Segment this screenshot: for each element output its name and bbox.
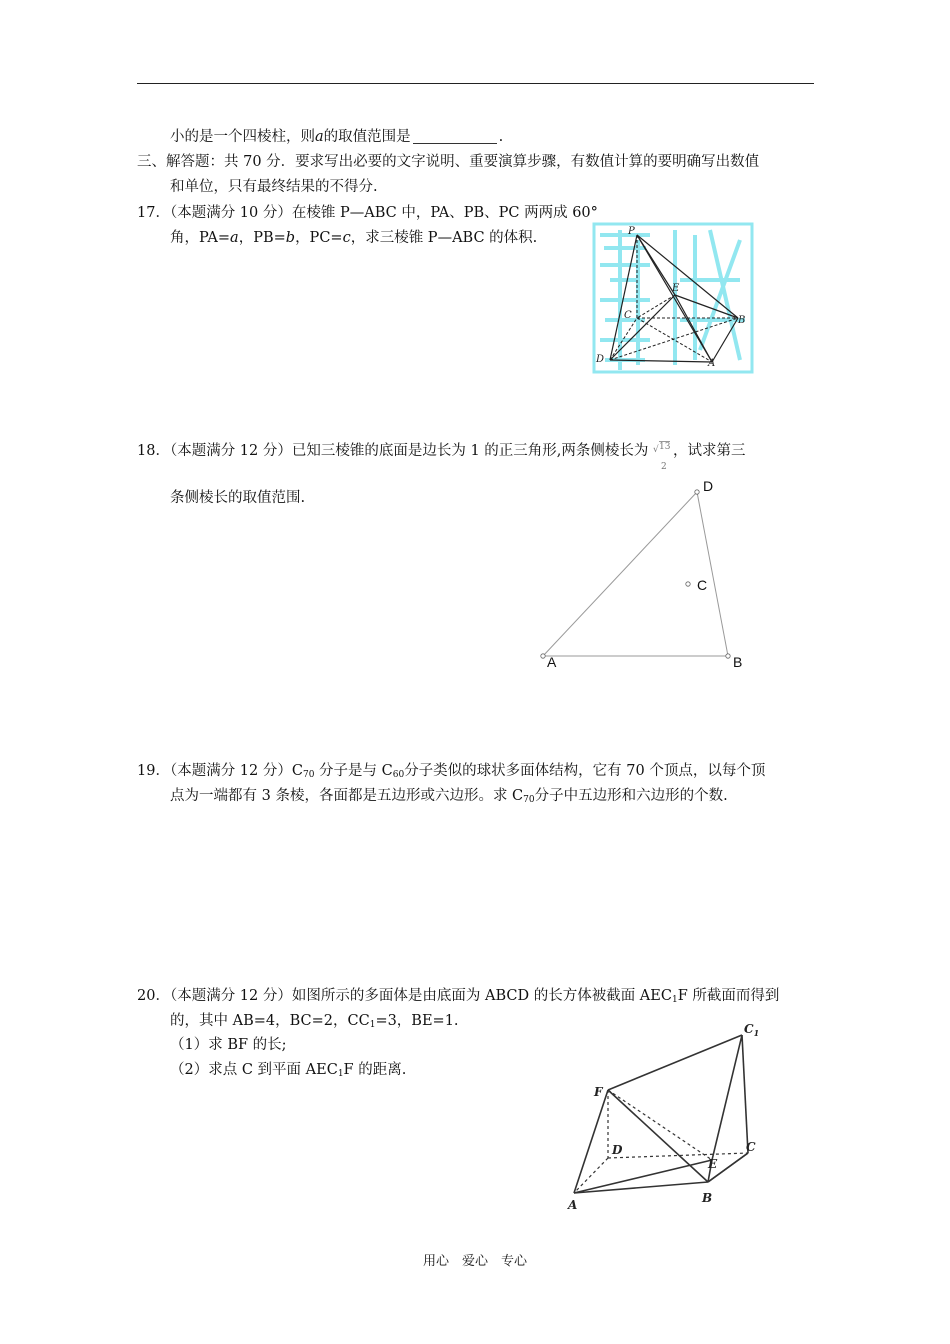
q17-part: 角，PA= — [170, 230, 231, 246]
q19-line2 — [170, 786, 728, 810]
label-B: B — [733, 654, 743, 670]
label-C1: $C_1$ — [744, 1022, 760, 1038]
label-C: C — [624, 310, 632, 321]
q20-text: （2）求点 C 到平面 AEC — [170, 1062, 338, 1078]
q20-text: F 所截面而得到 — [677, 988, 780, 1004]
q18-line1 — [137, 441, 746, 472]
label-A: A — [708, 358, 716, 369]
q16-end: . — [498, 129, 504, 145]
label-D: D — [703, 478, 714, 494]
q18-text: 18．（本题满分 12 分）已知三棱锥的底面是边长为 1 的正三角形,两条侧棱长为 — [137, 443, 649, 459]
label-D: D — [596, 354, 605, 365]
label-B: B — [738, 315, 746, 326]
q17-part: ，PB= — [238, 230, 286, 246]
q19-line1 — [137, 761, 765, 785]
q16-variable: a — [315, 129, 324, 145]
q20-part1: （1）求 BF 的长; — [170, 1037, 287, 1053]
q18-figure — [535, 475, 755, 675]
label-D: D — [612, 1143, 623, 1157]
q17-var-a: a — [230, 230, 239, 246]
q19-text: 19．（本题满分 12 分）C — [137, 763, 303, 779]
q18-text-end: ，试求第三 — [673, 443, 746, 459]
sqrt-denominator: 2 — [661, 462, 667, 472]
q20-part2 — [170, 1060, 406, 1084]
q16-tail-line — [170, 127, 503, 147]
q19-text: 点为一端都有 3 条棱，各面都是五边形或六边形。求 C — [170, 788, 524, 804]
section3-heading-line2: 和单位，只有最终结果的不得分. — [170, 179, 378, 195]
q16-text-after: 的取值范围是 — [323, 129, 411, 145]
section3-heading: 三、解答题：共 70 分．要求写出必要的文字说明、重要演算步骤，有数值计算的要明确写出数值 — [137, 154, 760, 170]
answer-blank — [413, 129, 497, 144]
q20-line2 — [170, 1011, 459, 1035]
q20-text: 20．（本题满分 12 分）如图所示的多面体是由底面为 ABCD 的长方体被截面 AEC — [137, 988, 672, 1004]
label-F: F — [594, 1085, 603, 1099]
subscript: 1 — [671, 995, 678, 1005]
q20-text: 的，其中 AB=4，BC=2，CC — [170, 1013, 370, 1029]
q17-figure — [590, 220, 755, 375]
header-rule — [137, 83, 814, 84]
subscript: 1 — [369, 1020, 376, 1030]
q17-part: ，求三棱锥 P—ABC 的体积. — [350, 230, 538, 246]
subscript: 70 — [302, 770, 315, 780]
q17-line2 — [170, 228, 537, 248]
q16-text-before: 小的是一个四棱柱，则 — [170, 129, 315, 145]
sqrt-icon: √ — [653, 445, 659, 455]
label-P: P — [628, 226, 635, 237]
q19-text: 分子类似的球状多面体结构，它有 70 个顶点，以每个顶 — [404, 763, 766, 779]
q20-text: F 的距离. — [343, 1062, 407, 1078]
q17-part: ，PC= — [295, 230, 343, 246]
q19-text: 分子是与 C — [314, 763, 393, 779]
label-E: E — [672, 283, 680, 294]
label-E: E — [708, 1157, 718, 1171]
subscript: 1 — [337, 1069, 344, 1079]
sqrt-fraction — [653, 441, 673, 472]
q17-var-b: b — [285, 230, 296, 246]
q18-line2: 条侧棱长的取值范围. — [170, 490, 306, 506]
subscript: 60 — [392, 770, 405, 780]
q20-line1 — [137, 986, 779, 1010]
page-footer: 用心 爱心 专心 — [422, 1254, 527, 1269]
label-C: C — [746, 1140, 756, 1154]
q20-figure — [560, 1020, 770, 1215]
label-C: C — [697, 577, 708, 593]
subscript: 70 — [523, 795, 535, 805]
q20-text: =3，BE=1. — [375, 1013, 459, 1029]
sqrt-numerator: 13 — [659, 442, 671, 452]
label-A: A — [547, 654, 557, 670]
stamp-watermark — [594, 224, 752, 372]
q19-text: 分子中五边形和六边形的个数. — [534, 788, 728, 804]
label-A: A — [568, 1198, 578, 1212]
label-B: B — [702, 1191, 713, 1205]
q17-var-c: c — [342, 230, 351, 246]
q17-line1: 17．（本题满分 10 分）在棱锥 P—ABC 中，PA、PB、PC 两两成 60° — [137, 205, 598, 221]
